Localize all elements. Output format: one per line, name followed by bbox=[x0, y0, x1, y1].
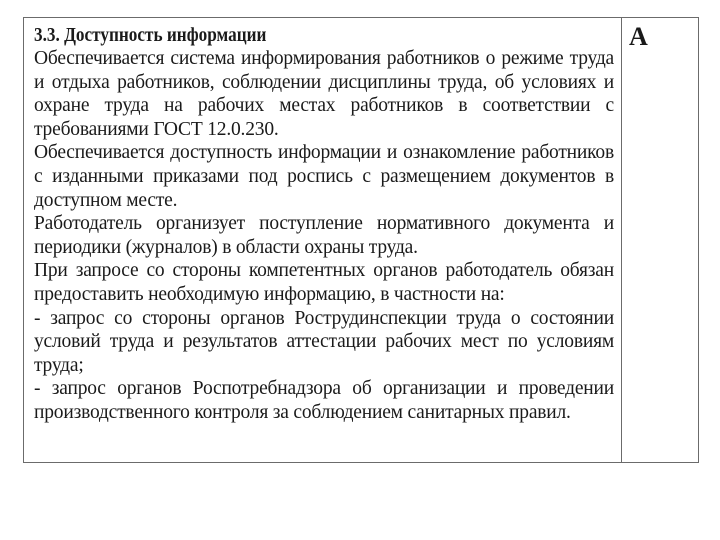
paragraph-information-system: Обеспечивается система информирования работников о режиме труда и отдыха работников, соблюдении дисциплины труда, об условиях и охране труда на рабочих местах работников в соответствии с требованиями ГОСТ 12.0.230. bbox=[34, 48, 614, 140]
requirements-table bbox=[23, 17, 699, 463]
section-title: 3.3. Доступность информации bbox=[34, 24, 267, 46]
grade-letter: А bbox=[629, 22, 648, 51]
grade-cell bbox=[622, 18, 698, 462]
paragraph-document-access: Обеспечивается доступность информации и ознакомление работников с изданными приказами под роспись с размещением документов в доступном месте. bbox=[34, 142, 614, 211]
list-item-rostrud-request: - запрос со стороны органов Рострудинспекции труда о состоянии условий труда и результатов аттестации рабочих мест по условиям труда; bbox=[34, 307, 614, 376]
requirement-text-cell bbox=[24, 18, 622, 462]
paragraph-authority-requests: При запросе со стороны компетентных органов работодатель обязан предоставить необходимую информацию, в частности на: bbox=[34, 260, 614, 305]
paragraph-normative-documents: Работодатель организует поступление нормативного документа и периодики (журналов) в области охраны труда. bbox=[34, 213, 614, 258]
list-item-rospotrebnadzor-request: - запрос органов Роспотребнадзора об организации и проведении производственного контроля за соблюдением санитарных правил. bbox=[34, 378, 614, 423]
